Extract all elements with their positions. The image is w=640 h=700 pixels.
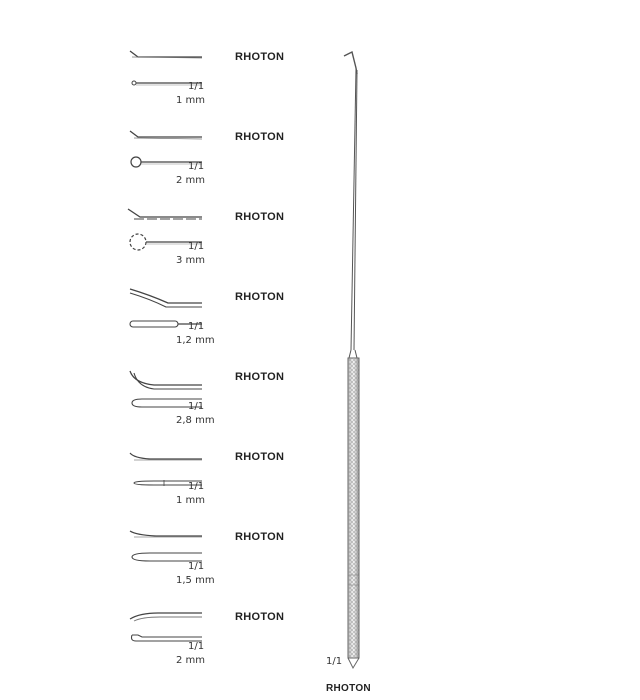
scale-label: 1/1	[188, 561, 205, 572]
scale-label: 1/1	[188, 321, 205, 332]
scale-label: 1/1	[188, 401, 205, 412]
brand-label: RHOTON	[235, 211, 285, 223]
scale-label: 1/1	[188, 641, 205, 652]
scale-label: 1/1	[326, 656, 343, 667]
brand-label: RHOTON	[235, 451, 285, 463]
rhoton-dissector-instrument-icon	[320, 50, 400, 680]
scale-label: 1/1	[188, 481, 205, 492]
tip-size-label: 1,2 mm	[176, 335, 215, 346]
brand-label: RHOTON	[235, 531, 285, 543]
instrument-row	[120, 125, 320, 205]
scale-label: 1/1	[188, 81, 205, 92]
tip-size-label: 1,5 mm	[176, 575, 215, 586]
brand-label: RHOTON	[235, 291, 285, 303]
tip-size-label: 2 mm	[176, 175, 206, 186]
instrument-row	[120, 285, 320, 365]
tip-size-label: 3 mm	[176, 255, 206, 266]
brand-label: RHOTON	[326, 683, 371, 694]
brand-label: RHOTON	[235, 51, 285, 63]
brand-label: RHOTON	[235, 371, 285, 383]
scale-label: 1/1	[188, 161, 205, 172]
instrument-row	[120, 45, 320, 125]
instrument-row	[120, 605, 320, 685]
brand-label: RHOTON	[235, 131, 285, 143]
instrument-row	[120, 525, 320, 605]
scale-label: 1/1	[188, 241, 205, 252]
instrument-row	[120, 205, 320, 285]
tip-size-label: 1 mm	[176, 495, 206, 506]
instrument-row	[120, 445, 320, 525]
tip-size-label: 2 mm	[176, 655, 206, 666]
tip-size-label: 2,8 mm	[176, 415, 215, 426]
tip-size-label: 1 mm	[176, 95, 206, 106]
brand-label: RHOTON	[235, 611, 285, 623]
instrument-row	[120, 365, 320, 445]
